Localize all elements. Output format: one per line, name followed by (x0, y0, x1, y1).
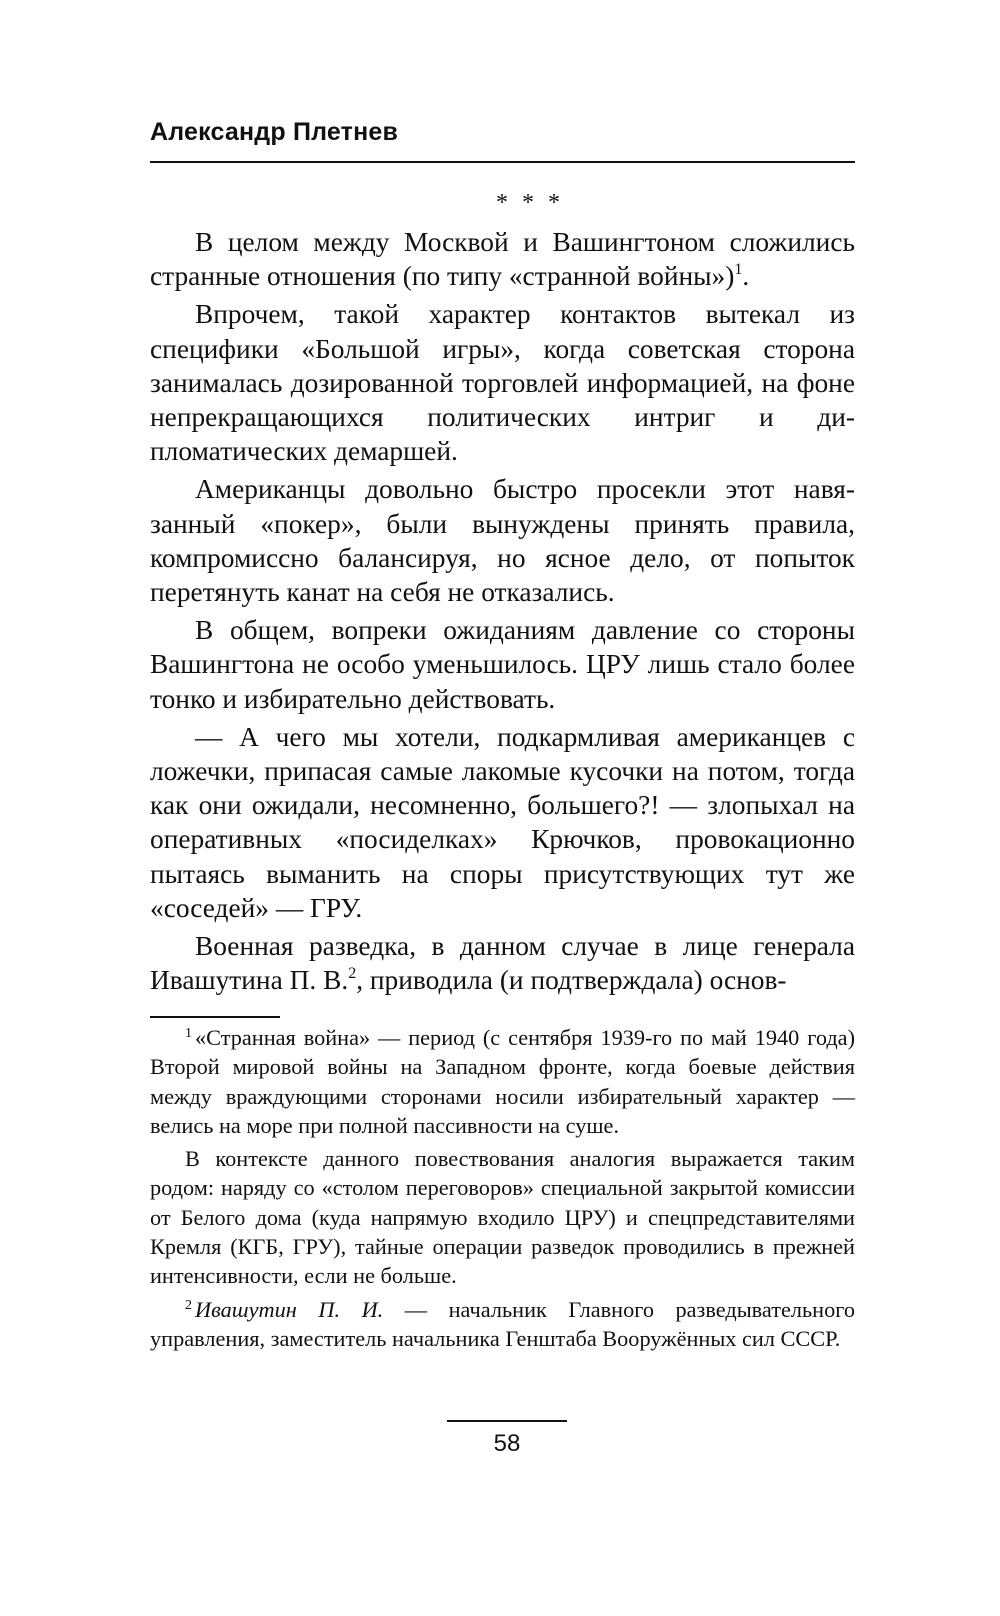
footnote-2 (150, 1295, 855, 1354)
paragraph-3: Американцы довольно быстро просекли этот навязанный «покер», были вынуждены принять правила, компромиссно балансируя, но ясное дело, от попыток перетянуть канат на себя не отказались. (150, 474, 855, 608)
paragraph-6-end: , приводила (и подтверждала) основ- (356, 965, 787, 996)
section-break: * * * (496, 190, 564, 216)
footnote-ref-2: 2 (348, 965, 357, 983)
footnote-1-mark: 1 (185, 1026, 192, 1041)
footnote-rule (150, 1016, 280, 1018)
body-text (150, 186, 855, 1001)
footnote-2-name: Ивашутин П. И. (195, 1296, 384, 1322)
footnote-1-continuation: В контексте данного повествования аналогия выражается таким родом: наряду со «столом переговоров» специальной закрытой комиссии от Белого дома (куда напрямую входило ЦРУ) и спецпредставителями Кремля (КГБ, ГРУ), тайные операции разведок проводились в прежней интенсивности, если не больше. (150, 1146, 855, 1289)
paragraph-6-text: Военная разведка, в данном случае в лице генерала Ивашутина П. В. (150, 931, 855, 996)
paragraph-1-end: . (742, 261, 750, 292)
footnotes (150, 1023, 855, 1357)
footnote-1 (150, 1023, 855, 1140)
page-number-rule (447, 1420, 567, 1422)
page-number: 58 (493, 1430, 521, 1457)
book-page (150, 0, 855, 1616)
paragraph-1 (150, 225, 855, 293)
paragraph-2: Впрочем, такой характер контактов вытекал из специфики «Большой игры», когда советская сторона занималась дозированной торговлей информацией, на фоне непрекращающихся политических интриг и дипломатических демаршей. (150, 299, 855, 467)
footnote-1-text: «Странная война» — период (с сентября 1939-го по май 1940 года) Второй мировой войны на Западном фронте, когда боевые действия между враждующими сторонами носили избирательный характер — велись на море при полной пассивности на суше. (150, 1025, 855, 1138)
paragraph-1-text: В целом между Москвой и Вашингтоном сложились странные отношения (по типу «странной войны») (150, 227, 855, 292)
footnote-2-text: — начальник Главного разведывательного управления, заместитель начальника Генштаба Вооружённых сил СССР. (150, 1296, 855, 1351)
footnote-2-mark: 2 (185, 1297, 192, 1313)
paragraph-6 (150, 929, 855, 997)
header-rule (150, 161, 855, 163)
paragraph-5-dialogue: — А чего мы хотели, подкармливая американцев с ложечки, припасая самые лакомые кусочки на потом, тогда как они ожидали, несомненно, большего?! — злопыхал на оперативных «посиделках» Крючков, провокационно пытаясь выманить на споры присутствующих тут же «соседей» — ГРУ. (150, 721, 855, 923)
footnote-ref-1: 1 (734, 261, 743, 279)
paragraph-4: В общем, вопреки ожиданиям давление со стороны Вашингтона не особо уменьшилось. ЦРУ лишь стало более тонко и избирательно действовать. (150, 615, 855, 714)
running-head-author: Александр Плетнев (150, 118, 399, 146)
